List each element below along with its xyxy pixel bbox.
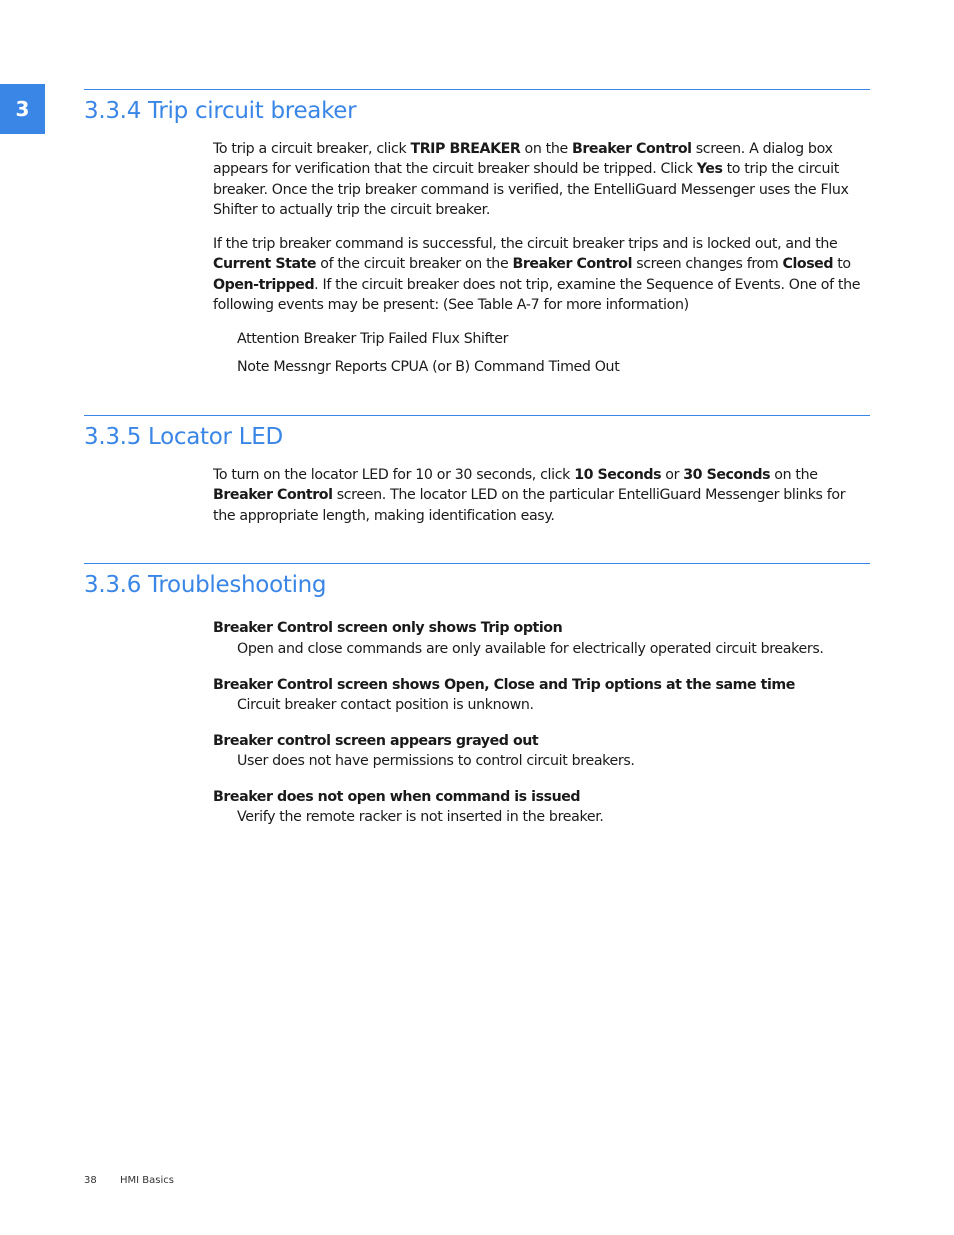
locator-paragraph: To turn on the locator LED for 10 or 30 seconds, click 10 Seconds or 30 Seconds on the Breaker Control screen. The locator LED on the particular EntelliGuard Messenger blinks for the appropriate length, making identification easy. [213,467,846,524]
section-heading-locator-led: 3.3.5 Locator LED [84,424,283,450]
troubleshooting-item-title: Breaker control screen appears grayed out [213,733,539,749]
breaker-control-term: Breaker Control [572,141,692,157]
troubleshooting-item-title: Breaker does not open when command is issued [213,789,581,805]
event-item: Note Messngr Reports CPUA (or B) Command Timed Out [237,359,620,375]
current-state-term: Current State [213,256,317,273]
troubleshooting-item-title: Breaker Control screen shows Open, Close and Trip options at the same time [213,677,795,693]
breaker-control-term: Breaker Control [213,487,333,504]
section-divider [84,415,870,416]
closed-term: Closed [782,256,834,273]
troubleshooting-item-desc: Circuit breaker contact position is unknown. [237,697,534,713]
section-divider [84,563,870,564]
trip-paragraph-2: If the trip breaker command is successful, the circuit breaker trips and is locked out, and the Current State of the circuit breaker on the Breaker Control screen changes from Closed to Open-tripped. If the circuit breaker does not trip, examine the Sequence of Events. One of the following events may be present: (See Table A-7 for more information) [213,236,861,313]
troubleshooting-item-desc: Open and close commands are only available for electrically operated circuit breakers. [237,641,824,657]
chapter-tab: 3 [0,84,45,134]
section-divider [84,89,870,90]
ten-seconds-term: 10 Seconds [574,467,662,483]
page-number: 38 [84,1175,97,1186]
event-item: Attention Breaker Trip Failed Flux Shifter [237,331,509,347]
troubleshooting-item-desc: Verify the remote racker is not inserted in the breaker. [237,809,604,825]
yes-term: Yes [696,161,723,178]
section-heading-trip-circuit-breaker: 3.3.4 Trip circuit breaker [84,98,357,124]
thirty-seconds-term: 30 Seconds [683,467,771,483]
troubleshooting-item-title: Breaker Control screen only shows Trip option [213,620,563,636]
footer-section-label: HMI Basics [120,1175,174,1186]
section-heading-troubleshooting: 3.3.6 Troubleshooting [84,572,327,598]
troubleshooting-item-desc: User does not have permissions to control circuit breakers. [237,753,635,769]
trip-breaker-term: TRIP BREAKER [410,141,521,157]
breaker-control-term: Breaker Control [512,256,633,273]
trip-paragraph-1: To trip a circuit breaker, click TRIP BREAKER on the Breaker Control screen. A dialog box appears for verification that the circuit breaker should be tripped. Click Yes to trip the circuit breaker. Once the trip breaker command is verified, the EntelliGuard Messenger uses the Flux Shifter to actually trip the circuit breaker. [213,141,849,218]
open-tripped-term: Open-tripped [213,276,315,293]
